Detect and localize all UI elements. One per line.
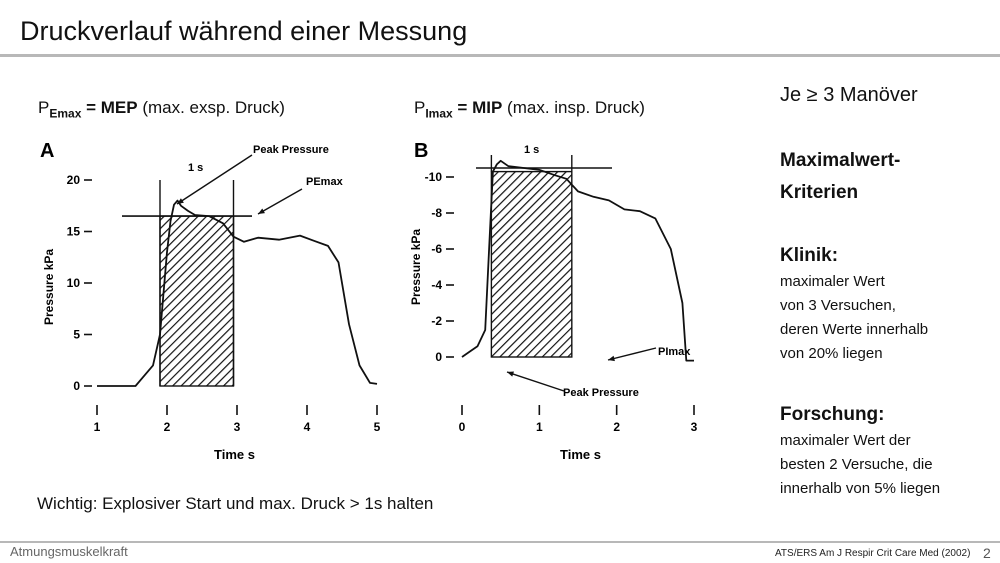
research-line: maximaler Wert der <box>780 432 911 449</box>
x-tick-label: 3 <box>233 420 241 434</box>
chart-a-mep <box>0 125 410 470</box>
hatched-window <box>160 216 234 386</box>
chart-a-peak-label: Peak Pressure <box>253 144 329 156</box>
y-tick-label: 0 <box>73 379 80 393</box>
footer-topic: Atmungsmuskelkraft <box>10 544 128 559</box>
clinic-heading: Klinik: <box>780 245 839 266</box>
chart-b-1s-label: 1 s <box>524 144 540 156</box>
important-note: Wichtig: Explosiver Start und max. Druck > 1s halten <box>37 494 434 513</box>
page-number: 2 <box>983 545 991 561</box>
chart-b-mip <box>400 125 730 470</box>
chart-b-xlabel: Time s <box>560 447 601 462</box>
chart-b-ylabel: Pressure kPa <box>409 228 423 305</box>
research-line: besten 2 Versuche, die <box>780 456 933 473</box>
x-tick-label: 3 <box>690 420 698 434</box>
y-tick-label: -8 <box>431 206 442 220</box>
mip-heading: $P_{Imax}$ = MIP (max. insp. Druck) <box>414 98 645 121</box>
x-tick-label: 2 <box>613 420 621 434</box>
chart-a-ylabel: Pressure kPa <box>42 248 56 325</box>
x-tick-label: 0 <box>458 420 466 434</box>
y-tick-label: -4 <box>431 278 442 292</box>
y-tick-label: 0 <box>435 350 442 364</box>
chart-a-1s-label: 1 s <box>188 162 204 174</box>
x-tick-label: 5 <box>373 420 381 434</box>
clinic-line: deren Werte innerhalb <box>780 321 929 338</box>
pressure-curve <box>97 201 377 386</box>
y-tick-label: 15 <box>66 224 80 239</box>
y-tick-label: -10 <box>424 170 442 184</box>
y-tick-label: -6 <box>431 242 442 256</box>
clinic-block <box>780 242 928 366</box>
hatched-window <box>491 172 571 357</box>
x-tick-label: 2 <box>163 420 171 434</box>
y-tick-label: 20 <box>66 173 80 187</box>
slide-title: Druckverlauf während einer Messung <box>20 16 468 46</box>
footer-citation: ATS/ERS Am J Respir Crit Care Med (2002) <box>775 548 971 559</box>
y-tick-label: 10 <box>66 276 80 290</box>
chart-b-pimax-label: PImax <box>658 346 691 358</box>
x-tick-label: 4 <box>303 420 311 434</box>
x-tick-label: 1 <box>93 420 101 434</box>
footer-divider <box>0 541 1000 543</box>
y-tick-label: -2 <box>431 314 442 328</box>
research-line: innerhalb von 5% liegen <box>780 480 941 497</box>
criteria-block <box>780 145 900 209</box>
chart-a-pemax-label: PEmax <box>306 176 343 188</box>
research-heading: Forschung: <box>780 404 885 425</box>
x-tick-label: 1 <box>535 420 543 434</box>
mep-heading: $P_{Emax}$ = MEP (max. exsp. Druck) <box>38 98 285 121</box>
annotation-arrow <box>507 372 564 391</box>
chart-b-peak-label: Peak Pressure <box>563 387 639 399</box>
title-divider <box>0 54 1000 57</box>
clinic-line: von 3 Versuchen, <box>780 297 896 314</box>
chart-a-panel-label: A <box>40 140 55 162</box>
arrow-head <box>507 371 514 376</box>
criteria-line-1: Maximalwert- <box>780 150 901 171</box>
criteria-line-2: Kriterien <box>780 182 859 203</box>
chart-a-xlabel: Time s <box>214 447 255 462</box>
annotation-arrow <box>258 189 302 214</box>
research-block <box>780 401 940 501</box>
clinic-line: von 20% liegen <box>780 345 883 362</box>
y-tick-label: 5 <box>73 327 80 342</box>
clinic-line: maximaler Wert <box>780 273 885 290</box>
chart-b-panel-label: B <box>414 140 429 162</box>
maneuvers-text: Je ≥ 3 Manöver <box>780 84 918 106</box>
annotation-arrow <box>608 348 656 360</box>
